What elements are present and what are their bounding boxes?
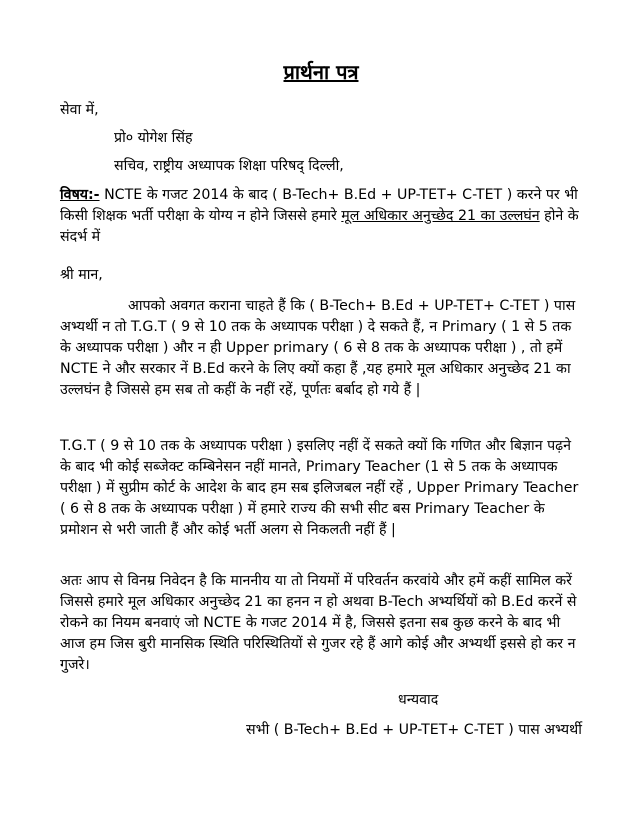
- subject-text: NCTE के गजट 2014 के बाद ( B-Tech+ B.Ed + UP-TET+ C-TET ) करने पर भी किसी शिक्षक भर्ती परीक्षा के योग्य न होने जिससे हमारे: [60, 187, 578, 224]
- recipient-designation: सचिव, राष्ट्रीय अध्यापक शिक्षा परिषद् दिल्ली,: [114, 158, 344, 174]
- recipient-name: प्रो० योगेश सिंह: [114, 130, 193, 146]
- subject-text-end: होने के संदर्भ में: [60, 208, 579, 245]
- letter-title: प्रार्थना पत्र: [283, 60, 359, 84]
- signature: सभी ( B-Tech+ B.Ed + UP-TET+ C-TET ) पास अभ्यर्थी: [246, 722, 582, 738]
- paragraph-1: आपको अवगत कराना चाहते हैं कि ( B-Tech+ B.Ed + UP-TET+ C-TET ) पास अभ्यर्थी न तो T.G.T ( 9 से 10 तक के अध्यापक परीक्षा ) दे सकते हैं, न Primary ( 1 से 5 तक के अध्यापक परीक्षा ) और न ही Upper primary ( 6 से 8 तक के अध्यापक परीक्षा ) , तो हमें NCTE ने और सरकार नें B.Ed करने के लिए क्यों कहा हैं ,यह हमारे मूल अधिकार अनुच्छेद 21 का उल्लघंन है जिससे हम सब तो कहीं के नहीं रहें, पूर्णतः बर्बाद हो गये हैं |: [60, 298, 576, 398]
- greeting: श्री मान,: [60, 267, 103, 283]
- salutation-to: सेवा में,: [60, 102, 99, 118]
- subject-line: [60, 185, 580, 248]
- thanks: धन्यवाद: [398, 692, 439, 708]
- subject-label: विषय:-: [60, 187, 100, 203]
- paragraph-2: T.G.T ( 9 से 10 तक के अध्यापक परीक्षा ) इसलिए नहीं दें सकते क्यों कि गणित और बिज्ञान पढ़ने के बाद भी कोई सब्जेक्ट कम्बिनेसन नहीं मानते, Primary Teacher (1 से 5 तक के अध्यापक परीक्षा ) में सुप्रीम कोर्ट के आदेश के बाद हम सब इलिजबल नहीं रहें , Upper Primary Teacher ( 6 से 8 तक के अध्यापक परीक्षा ) में हमारे राज्य की सभी सीट बस Primary Teacher के प्रमोशन से भरी जाती हैं और कोई भर्ती अलग से निकलती नहीं हैं |: [60, 438, 579, 538]
- paragraph-3: अतः आप से विनम्र निवेदन है कि माननीय या तो नियमों में परिवर्तन करवांये और हमें कहीं सामिल करें जिससे हमारे मूल अधिकार अनुच्छेद 21 का हनन न हो अथवा B-Tech अभ्यर्थियों को B.Ed करनें से रोकने का नियम बनवाएं जो NCTE के गजट 2014 में है, जिससे इतना सब कुछ करने के बाद भी आज हम जिस बुरी मानसिक स्थिति परिस्थितियों से गुजर रहे हैं आगे कोई और अभ्यर्थी इससे हो कर न गुजरे।: [60, 573, 577, 673]
- subject-underlined: मूल अधिकार अनुच्छेद 21 का उल्लघंन: [341, 208, 540, 224]
